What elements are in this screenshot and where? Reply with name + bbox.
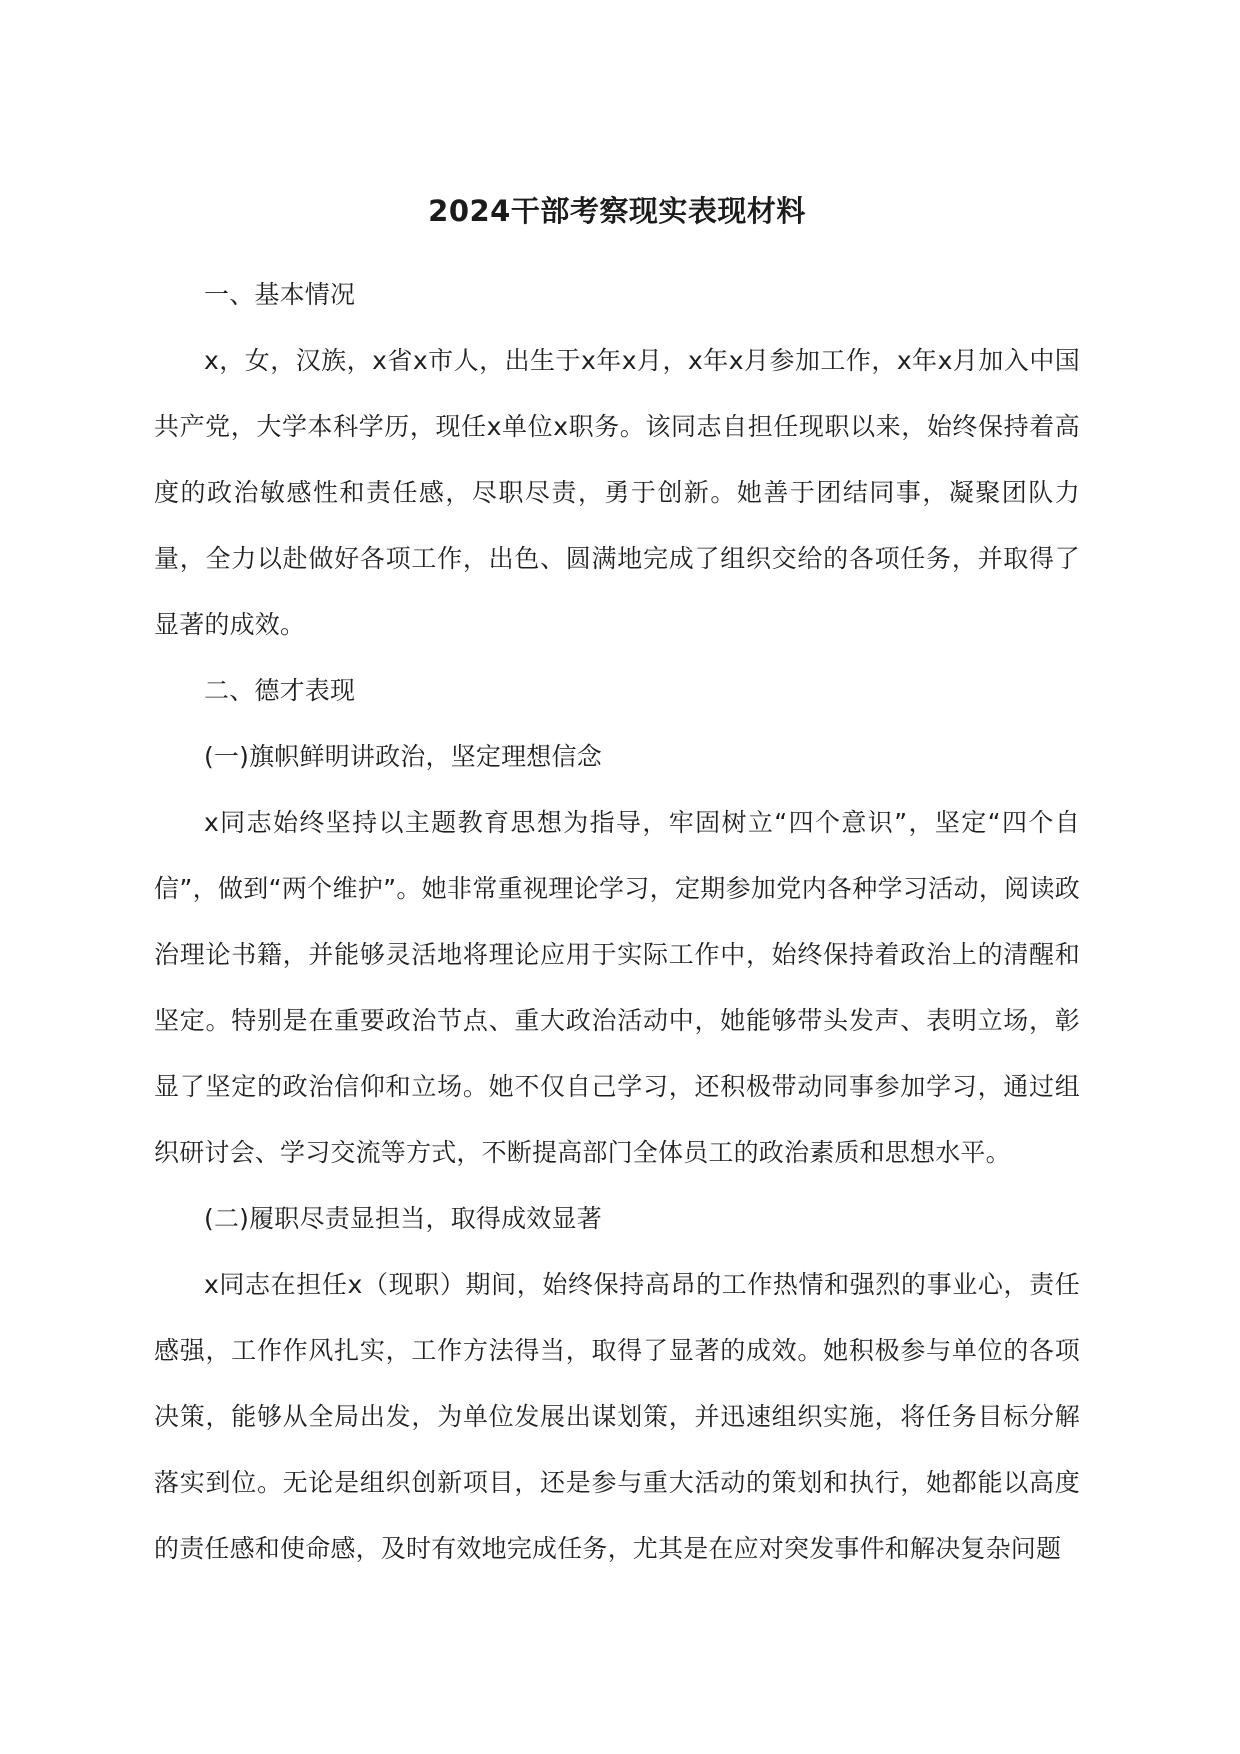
section-heading-performance: 二、德才表现 bbox=[204, 676, 356, 705]
document-title: 2024干部考察现实表现材料 bbox=[428, 194, 806, 228]
political-stance-paragraph: x同志始终坚持以主题教育思想为指导，牢固树立“四个意识”，坚定“四个自信”，做到“两个维护”。她非常重视理论学习，定期参加党内各种学习活动，阅读政治理论书籍，并能够灵活地将理论应用于实际工作中，始终保持着政治上的清醒和坚定。特别是在重要政治节点、重大政治活动中，她能够带头发声、表明立场，彰显了坚定的政治信仰和立场。她不仅自己学习，还积极带动同事参加学习，通过组织研讨会、学习交流等方式，不断提高部门全体员工的政治素质和思想水平。 bbox=[154, 808, 1080, 1167]
subsection-heading-political-stance: (一)旗帜鲜明讲政治，坚定理想信念 bbox=[204, 742, 602, 771]
job-performance-paragraph: x同志在担任x（现职）期间，始终保持高昂的工作热情和强烈的事业心，责任感强，工作作风扎实，工作方法得当，取得了显著的成效。她积极参与单位的各项决策，能够从全局出发，为单位发展出谋划策，并迅速组织实施，将任务目标分解落实到位。无论是组织创新项目，还是参与重大活动的策划和执行，她都能以高度的责任感和使命感，及时有效地完成任务，尤其是在应对突发事件和解决复杂问题 bbox=[154, 1270, 1080, 1563]
section-heading-basic-info: 一、基本情况 bbox=[204, 280, 356, 309]
document-content bbox=[154, 178, 1080, 1582]
basic-info-paragraph: x，女，汉族，x省x市人，出生于x年x月，x年x月参加工作，x年x月加入中国共产党，大学本科学历，现任x单位x职务。该同志自担任现职以来，始终保持着高度的政治敏感性和责任感，尽职尽责，勇于创新。她善于团结同事，凝聚团队力量，全力以赴做好各项工作，出色、圆满地完成了组织交给的各项任务，并取得了显著的成效。 bbox=[154, 346, 1080, 639]
subsection-heading-job-performance: (二)履职尽责显担当，取得成效显著 bbox=[204, 1204, 602, 1233]
